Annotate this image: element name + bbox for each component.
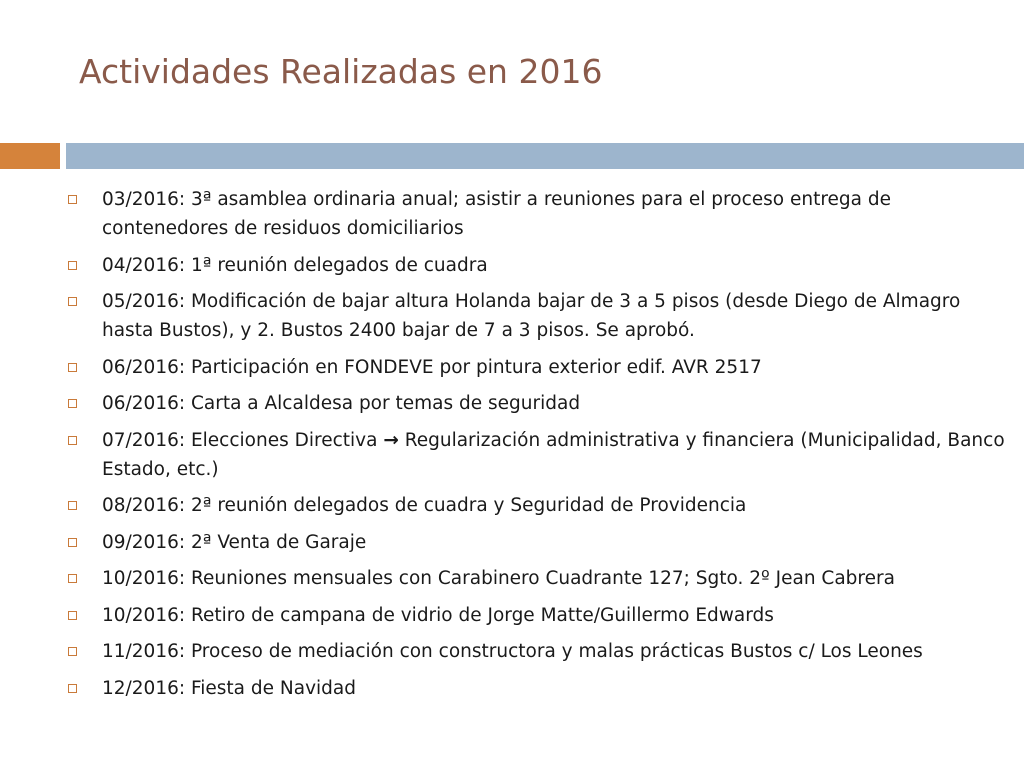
item-text: 08/2016: 2ª reunión delegados de cuadra y Seguridad de Providencia [102,495,747,516]
item-text: 05/2016: Modificación de bajar altura Holanda bajar de 3 a 5 pisos (desde Diego de Almagro hasta Bustos), y 2. Bustos 2400 bajar de 7 a 3 pisos. Se aprobó. [102,291,961,341]
list-item [62,491,1007,520]
right-arrow-icon: → [383,429,399,451]
header-bar [66,143,1024,169]
list-item [62,637,1007,666]
list-item [62,564,1007,593]
item-text-after: Regularización administrativa y financiera (Municipalidad, Banco Estado, etc.) [102,429,1005,480]
square-bullet-icon [68,501,77,510]
list-item [62,287,1007,345]
square-bullet-icon [68,436,77,445]
square-bullet-icon [68,261,77,270]
item-text: 12/2016: Fiesta de Navidad [102,677,356,699]
list-item [62,353,1007,382]
square-bullet-icon [68,647,77,656]
square-bullet-icon [68,684,77,693]
slide-title: Actividades Realizadas en 2016 [79,52,603,91]
square-bullet-icon [68,297,77,306]
item-text: 11/2016: Proceso de mediación con constructora y malas prácticas Bustos c/ Los Leones [102,641,923,662]
list-item [62,674,1007,703]
square-bullet-icon [68,195,77,204]
list-item [62,601,1007,630]
item-text: 06/2016: Participación en FONDEVE por pintura exterior edif. AVR 2517 [102,356,762,378]
item-text: 06/2016: Carta a Alcaldesa por temas de seguridad [102,393,581,414]
list-item [62,528,1007,557]
list-item [62,185,1007,243]
square-bullet-icon [68,538,77,547]
list-item [62,426,1007,484]
square-bullet-icon [68,399,77,408]
item-text: 10/2016: Retiro de campana de vidrio de Jorge Matte/Guillermo Edwards [102,604,774,626]
accent-bar [0,143,60,169]
item-text: 09/2016: 2ª Venta de Garaje [102,531,367,553]
list-item [62,251,1007,280]
item-text-before: 07/2016: Elecciones Directiva [102,429,384,451]
square-bullet-icon [68,611,77,620]
item-text: 10/2016: Reuniones mensuales con Carabinero Cuadrante 127; Sgto. 2º Jean Cabrera [102,568,895,589]
activity-list [62,185,1007,710]
item-text: 04/2016: 1ª reunión delegados de cuadra [102,254,488,276]
square-bullet-icon [68,574,77,583]
list-item [62,389,1007,418]
square-bullet-icon [68,363,77,372]
item-text: 03/2016: 3ª asamblea ordinaria anual; asistir a reuniones para el proceso entrega de contenedores de residuos domiciliarios [102,189,891,239]
